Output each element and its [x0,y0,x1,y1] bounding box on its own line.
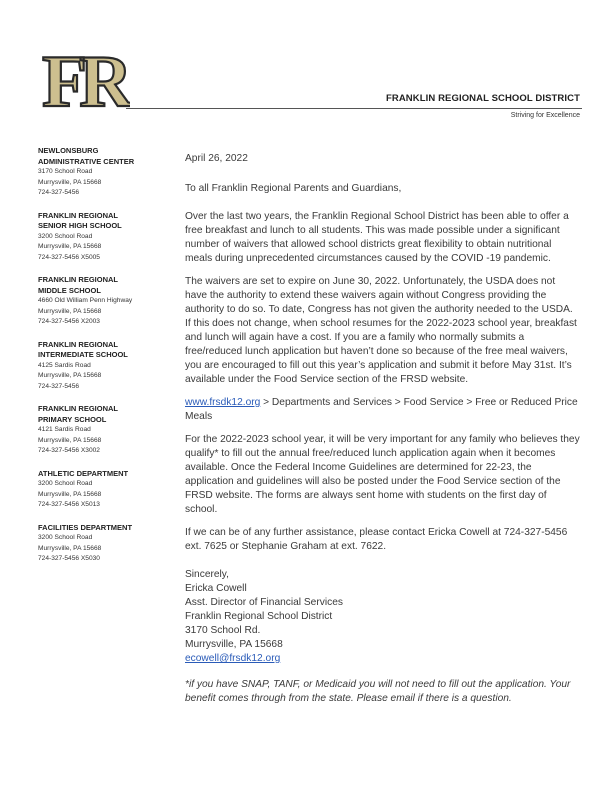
location-phone: 724-327-5456 X3002 [38,447,100,454]
location-address: 3170 School Road [38,168,93,175]
location-phone: 724-327-5456 [38,382,80,390]
signature-name: Ericka Cowell [185,583,247,594]
website-link[interactable]: www.frsdk12.org [185,397,261,408]
location-name: ATHLETIC DEPARTMENT [38,468,129,478]
location-name: FRANKLIN REGIONAL SENIOR HIGH SCHOOL [38,210,122,230]
location-address: 3200 School Road [38,534,93,541]
location-name: FACILITIES DEPARTMENT [38,522,133,532]
location-phone: 724-327-5456 X5030 [38,555,100,562]
district-name: FRANKLIN REGIONAL SCHOOL DISTRICT [385,93,580,104]
location-city: Murrysville, PA 15668 [38,490,102,498]
location-address: 3200 School Road [38,232,93,240]
location-city: Murrysville, PA 15668 [38,544,102,552]
location-city: Murrysville, PA 15668 [38,178,102,186]
letter-body [185,152,580,715]
location-athletic [38,469,178,511]
location-address: 4125 Sardis Road [38,361,91,369]
location-phone: 724-327-5456 X5013 [38,501,100,508]
paragraph-contact: If we can be of any further assistance, please contact Ericka Cowell at 724-327-5456 ext. 7625 or Stephanie Graham at ext. 7622. [185,527,568,552]
paragraph-application: For the 2022-2023 school year, it will be very important for any family who believes they qualify* to fill out the annual free/reduced lunch application again when it becomes available. Once the Federal Income Guidelines are determined for 22-23, the application and guidelines will also be posted under the Food Service section of the FRSD website. The forms are always sent home with students on the first day of school. [185,434,580,515]
svg-text:FR: FR [42,42,125,112]
location-middle-school [38,275,178,328]
location-phone: 724-327-5456 X5005 [38,253,100,261]
location-name: FRANKLIN REGIONAL PRIMARY SCHOOL [38,404,118,424]
location-facilities [38,523,178,565]
location-city: Murrysville, PA 15668 [38,243,102,250]
location-phone: 724-327-5456 X2003 [38,318,100,325]
email-link[interactable]: ecowell@frsdk12.org [185,653,281,664]
location-name: NEWLONSBURG ADMINISTRATIVE CENTER [38,146,135,166]
location-phone: 724-327-5456 [38,189,80,196]
signature-block [185,568,580,666]
location-city: Murrysville, PA 15668 [38,307,102,315]
sidebar-locations [38,146,178,577]
paragraph-waivers: The waivers are set to expire on June 30, 2022. Unfortunately, the USDA does not have the authority to extend these waivers again without Congress providing the authority to do so. To date, Congress has not given the authority needed to the USDA. If this does not change, when school resumes for the 2022-2023 school year, breakfast and lunch will again have a cost. If you are a family who normally submits a free/reduced lunch application but haven’t done so because of the free meal waivers, you are encouraged to fill out this year’s application and submit it before May 31st. It’s available under the Food Service section of the FRSD website. [185,276,577,385]
location-intermediate [38,340,178,393]
location-primary [38,404,178,457]
letter-date: April 26, 2022 [185,153,248,164]
signature-closing: Sincerely, [185,569,229,580]
location-name: FRANKLIN REGIONAL MIDDLE SCHOOL [38,275,118,295]
location-address: 4660 Old William Penn Highway [38,297,133,304]
footnote: *if you have SNAP, TANF, or Medicaid you will not need to fill out the application. Your benefit comes through from the state. Please email if there is a question. [185,679,571,704]
location-city: Murrysville, PA 15668 [38,436,102,444]
fr-logo [40,42,130,112]
letter-greeting: To all Franklin Regional Parents and Guardians, [185,183,402,194]
header-divider [126,108,582,109]
signature-city: Murrysville, PA 15668 [185,639,283,650]
location-address: 4121 Sardis Road [38,426,91,433]
location-name: FRANKLIN REGIONAL INTERMEDIATE SCHOOL [38,339,128,359]
location-senior-high [38,211,178,264]
paragraph-website-path [185,396,580,424]
signature-street: 3170 School Rd. [185,625,261,636]
signature-title: Asst. Director of Financial Services [185,597,343,608]
location-city: Murrysville, PA 15668 [38,372,102,379]
location-admin-center [38,146,178,199]
website-path-text: > Departments and Services > Food Service > Free or Reduced Price Meals [185,397,578,422]
tagline: Striving for Excellence [510,112,580,119]
paragraph-intro: Over the last two years, the Franklin Regional School District has been able to offer a free breakfast and lunch to all students. This was made possible under a significant number of waivers that allowed school districts great flexibility to obtain nutritional meals during unprecedented circumstances caused by the COVID -19 pandemic. [185,211,569,264]
location-address: 3200 School Road [38,480,93,487]
signature-org: Franklin Regional School District [185,611,333,622]
